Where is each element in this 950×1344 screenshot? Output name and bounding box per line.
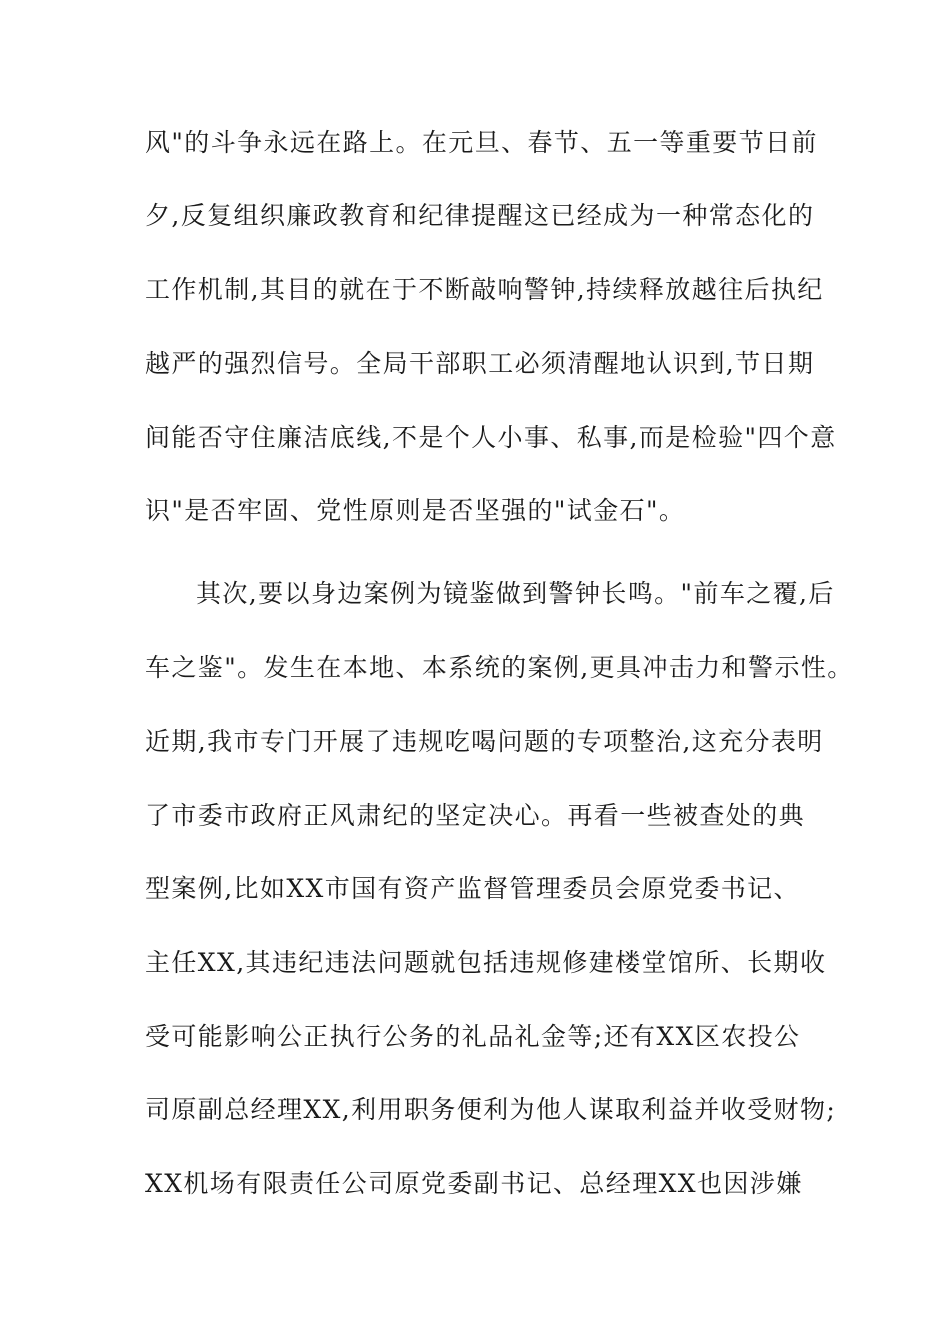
text-line-1: 风"的斗争永远在路上。在元旦、春节、五一等重要节日前 xyxy=(145,128,818,157)
text-line-2: 夕,反复组织廉政教育和纪律提醒这已经成为一种常态化的 xyxy=(145,201,815,230)
text-line-15: XX机场有限责任公司原党委副书记、总经理XX也因涉嫌 xyxy=(145,1169,803,1198)
text-line-3: 工作机制,其目的就在于不断敲响警钟,持续释放越往后执纪 xyxy=(145,275,824,304)
text-line-8: 车之鉴"。发生在本地、本系统的案例,更具冲击力和警示性。 xyxy=(145,653,854,682)
text-line-9: 近期,我市专门开展了违规吃喝问题的专项整治,这充分表明 xyxy=(145,727,824,756)
text-line-4: 越严的强烈信号。全局干部职工必须清醒地认识到,节日期 xyxy=(145,349,815,378)
text-line-14: 司原副总经理XX,利用职务便利为他人谋取利益并收受财物; xyxy=(145,1095,837,1124)
text-line-12: 主任XX,其违纪违法问题就包括违规修建楼堂馆所、长期收 xyxy=(145,948,827,977)
text-line-13: 受可能影响公正执行公务的礼品礼金等;还有XX区农投公 xyxy=(145,1022,801,1051)
text-line-6: 识"是否牢固、党性原则是否坚强的"试金石"。 xyxy=(145,496,686,525)
text-line-11: 型案例,比如XX市国有资产监督管理委员会原党委书记、 xyxy=(145,874,800,903)
text-line-10: 了市委市政府正风肃纪的坚定决心。再看一些被查处的典 xyxy=(145,801,806,830)
text-line-5: 间能否守住廉洁底线,不是个人小事、私事,而是检验"四个意 xyxy=(145,423,837,452)
text-line-7: 其次,要以身边案例为镜鉴做到警钟长鸣。"前车之覆,后 xyxy=(196,579,835,608)
